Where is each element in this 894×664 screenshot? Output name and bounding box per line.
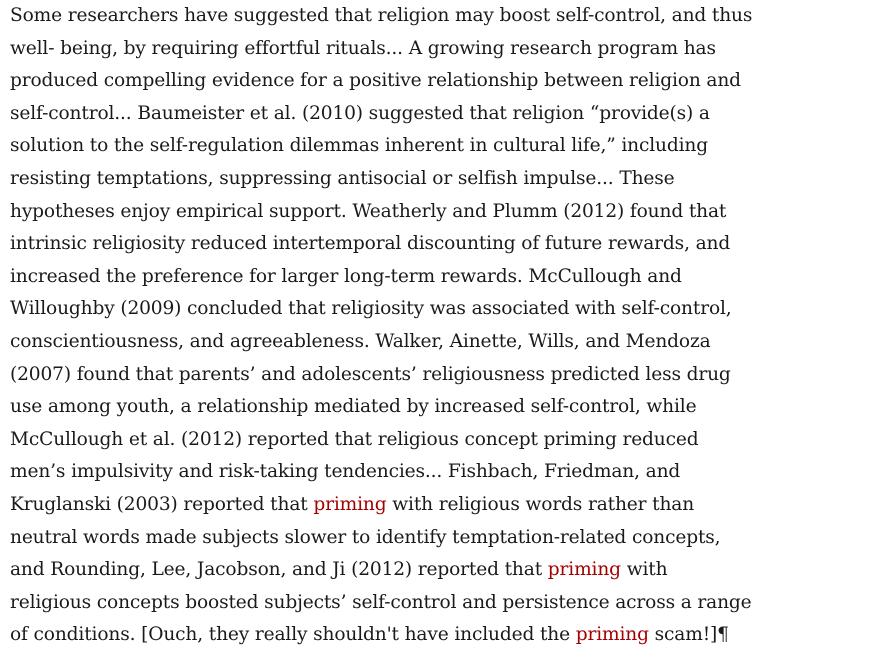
text-segment: of conditions. [Ouch, they really shouldn't have included the <box>10 624 576 646</box>
priming-link[interactable]: priming <box>575 624 649 646</box>
text-segment: solution to the self-regulation dilemmas inherent in cultural life,” including <box>10 135 708 157</box>
text-segment: hypotheses enjoy empirical support. Weatherly and Plumm (2012) found that <box>10 200 727 222</box>
priming-link[interactable]: priming <box>547 559 621 581</box>
document-paragraph <box>10 0 890 652</box>
text-segment: neutral words made subjects slower to identify temptation-related concepts, <box>10 526 721 548</box>
text-line <box>10 228 890 261</box>
text-segment: use among youth, a relationship mediated by increased self-control, while <box>10 396 697 418</box>
text-segment: men’s impulsivity and risk-taking tendencies... Fishbach, Friedman, and <box>10 461 681 483</box>
text-line <box>10 456 890 489</box>
text-line <box>10 522 890 555</box>
text-segment: with religious words rather than <box>386 493 695 515</box>
text-segment: self-control... Baumeister et al. (2010) suggested that religion “provide(s) a <box>10 102 710 124</box>
text-line <box>10 65 890 98</box>
text-segment: intrinsic religiosity reduced intertemporal discounting of future rewards, and <box>10 233 731 255</box>
priming-link[interactable]: priming <box>313 493 387 515</box>
text-line <box>10 261 890 294</box>
text-segment: conscientiousness, and agreeableness. Walker, Ainette, Wills, and Mendoza <box>10 330 711 352</box>
text-line <box>10 359 890 392</box>
text-segment: (2007) found that parents’ and adolescents’ religiousness predicted less drug <box>10 363 731 385</box>
text-segment: increased the preference for larger long-term rewards. McCullough and <box>10 265 682 287</box>
text-line <box>10 0 890 33</box>
text-line <box>10 33 890 66</box>
text-line <box>10 196 890 229</box>
text-line <box>10 424 890 457</box>
text-line <box>10 163 890 196</box>
text-segment: resisting temptations, suppressing antisocial or selfish impulse... These <box>10 167 675 189</box>
text-line <box>10 293 890 326</box>
text-line <box>10 587 890 620</box>
text-segment: produced compelling evidence for a positive relationship between religion and <box>10 70 741 92</box>
text-segment: well- being, by requiring effortful rituals... A growing research program has <box>10 37 716 59</box>
text-line <box>10 619 890 652</box>
text-line <box>10 554 890 587</box>
text-line <box>10 130 890 163</box>
text-line <box>10 98 890 131</box>
text-segment: McCullough et al. (2012) reported that religious concept priming reduced <box>10 428 699 450</box>
text-segment: with <box>620 559 668 581</box>
text-line <box>10 326 890 359</box>
text-segment: religious concepts boosted subjects’ self-control and persistence across a range <box>10 591 752 613</box>
text-segment: scam!]¶ <box>648 624 729 646</box>
text-segment: Some researchers have suggested that religion may boost self-control, and thus <box>10 5 753 26</box>
text-segment: and Rounding, Lee, Jacobson, and Ji (2012) reported that <box>10 559 548 581</box>
text-line <box>10 391 890 424</box>
text-line <box>10 489 890 522</box>
text-segment: Kruglanski (2003) reported that <box>10 493 314 515</box>
text-segment: Willoughby (2009) concluded that religiosity was associated with self-control, <box>10 298 732 320</box>
